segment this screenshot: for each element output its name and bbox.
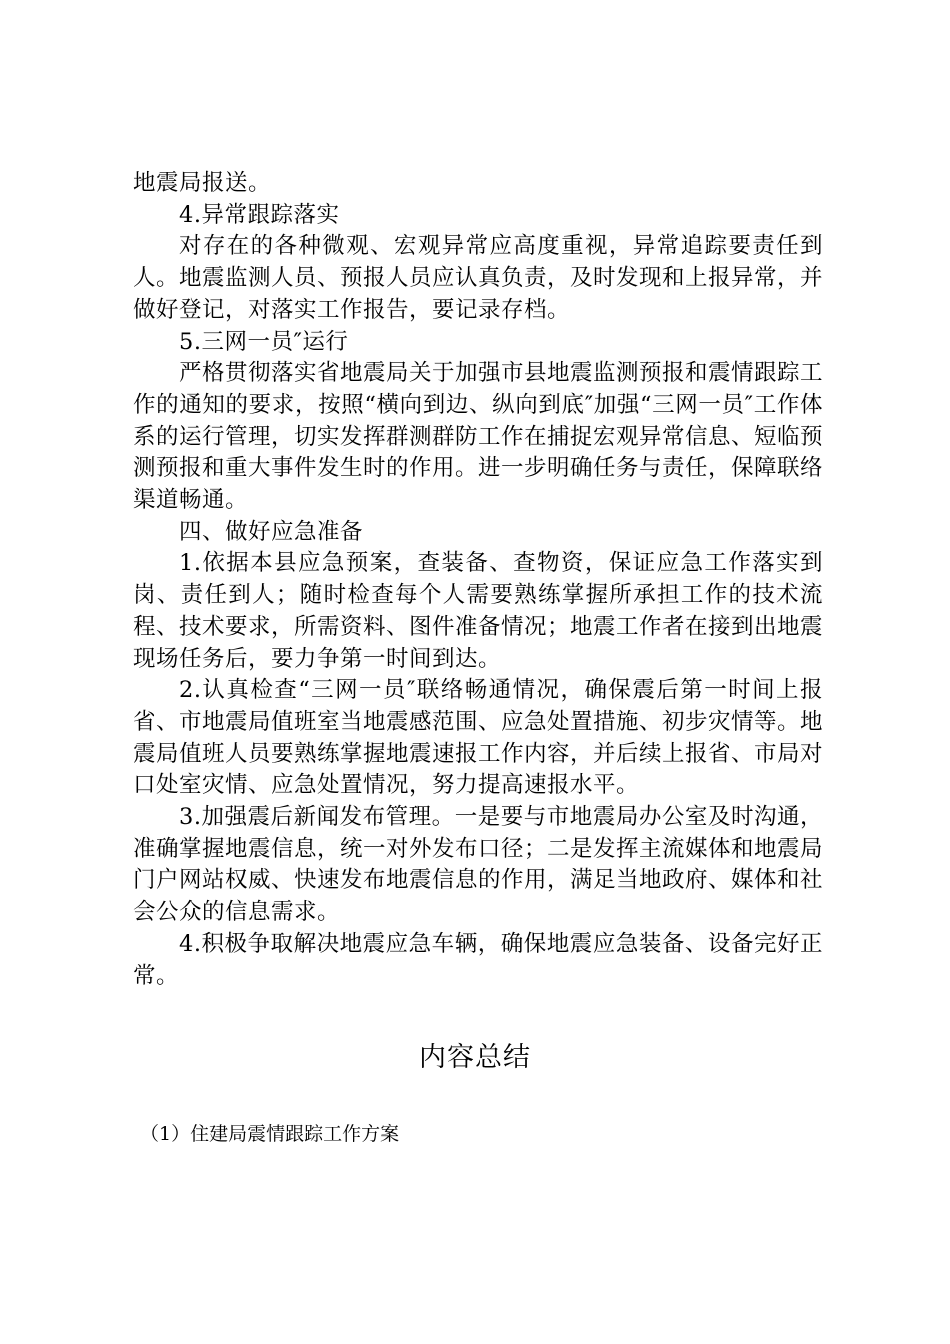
- paragraph: 地震局报送。: [133, 170, 272, 196]
- paragraph: 对存在的各种微观、宏观异常应高度重视，异常追踪要责任到人。地震监测人员、预报人员应认真负责，及时发现和上报异常，并做好登记，对落实工作报告，要记录存档。: [133, 233, 824, 323]
- paragraph: 严格贯彻落实省地震局关于加强市县地震监测预报和震情跟踪工作的通知的要求，按照“横向到边、纵向到底″加强“三网一员″工作体系的运行管理，切实发挥群测群防工作在捕捉宏观异常信息、短临预测预报和重大事件发生时的作用。进一步明确任务与责任，保障联络渠道畅通。: [133, 360, 824, 514]
- section-heading: 4.异常跟踪落实: [179, 201, 340, 228]
- document-body: [133, 168, 823, 992]
- paragraph: 3.加强震后新闻发布管理。一是要与市地震局办公室及时沟通，准确掌握地震信息，统一对外发布口径；二是发挥主流媒体和地震局门户网站权威、快速发布地震信息的作用，满足当地政府、媒体和社会公众的信息需求。: [133, 804, 824, 926]
- paragraph: 2.认真检查“三网一员″联络畅通情况，确保震后第一时间上报省、市地震局值班室当地震感范围、应急处置措施、初步灾情等。地震局值班人员要熟练掌握地震速报工作内容，并后续上报省、市局对口处室灾情、应急处置情况，努力提高速报水平。: [133, 677, 824, 799]
- summary-item: （1）住建局震情跟踪工作方案: [140, 1123, 400, 1145]
- section-heading: 5.三网一员″运行: [179, 328, 349, 355]
- summary-title: 内容总结: [419, 1042, 531, 1073]
- section-heading: 四、做好应急准备: [179, 518, 364, 545]
- paragraph: 1.依据本县应急预案，查装备、查物资，保证应急工作落实到岗、责任到人；随时检查每个人需要熟练掌握所承担工作的技术流程、技术要求，所需资料、图件准备情况；地震工作者在接到出地震现场任务后，要力争第一时间到达。: [133, 550, 824, 672]
- paragraph: 4.积极争取解决地震应急车辆，确保地震应急装备、设备完好正常。: [133, 930, 823, 989]
